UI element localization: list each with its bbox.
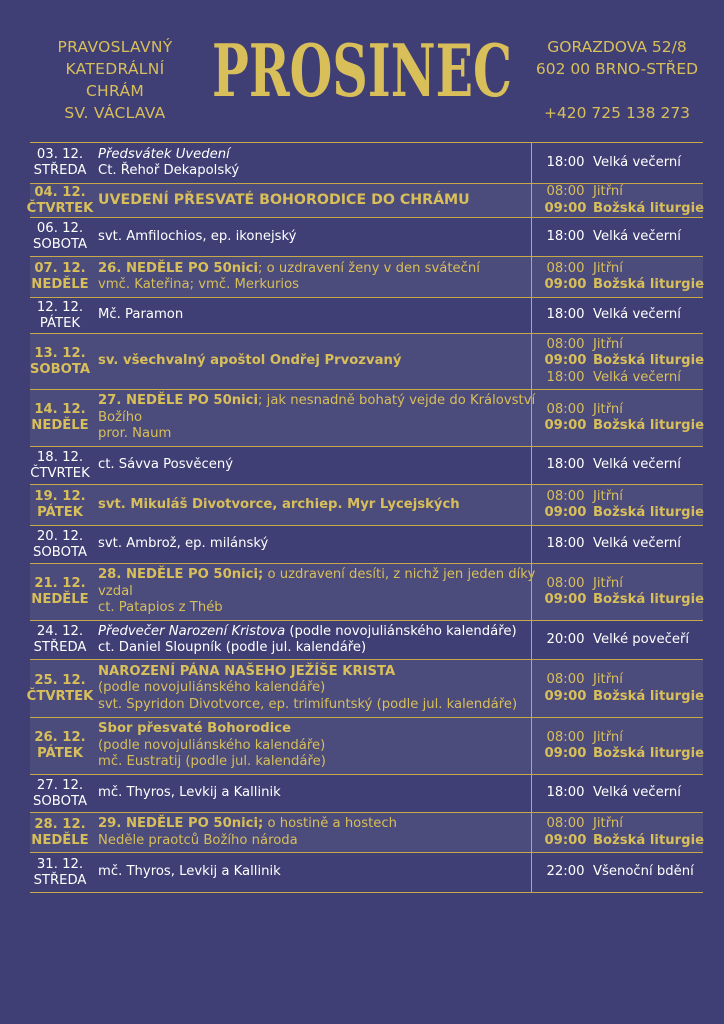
service-time: 18:00 xyxy=(546,228,585,244)
description-text: svt. Spyridon Divotvorce, ep. trimifuntský (podle jul. kalendáře) xyxy=(98,696,518,712)
service-name: Božská liturgie xyxy=(593,200,705,216)
date: 14. 12. xyxy=(34,402,86,417)
date: 24. 12. xyxy=(36,624,84,639)
description-text: (podle novojuliánského kalendáře) xyxy=(98,680,326,696)
service-name: Velká večerní xyxy=(593,154,681,170)
description-cell xyxy=(90,718,531,774)
description-text: ct. Daniel Sloupník (podle jul. kalendáře) xyxy=(98,640,367,655)
description-text: ct. Patapios z Théb xyxy=(98,600,223,616)
church-line: SV. VÁCLAVA xyxy=(64,104,166,122)
schedule-row xyxy=(30,390,703,447)
service-entry xyxy=(542,833,704,850)
service-time: 09:00 xyxy=(544,353,587,369)
description-text: UVEDENÍ PŘESVATÉ BOHORODICE DO CHRÁMU xyxy=(98,191,470,208)
address-line: GORAZDOVA 52/8 xyxy=(547,38,687,56)
description-text: mč. Eustratij (podle jul. kalendáře) xyxy=(98,754,326,770)
services-cell xyxy=(531,257,704,297)
description-text: vzdal xyxy=(98,583,133,599)
description-text: Předsvátek Uvedení xyxy=(98,146,230,162)
description-text: o hostině a hostech xyxy=(263,816,398,831)
description-line xyxy=(98,816,523,833)
service-time: 08:00 xyxy=(546,672,585,687)
schedule-table xyxy=(26,142,705,893)
service-time: 18:00 xyxy=(546,307,585,323)
service-time: 08:00 xyxy=(546,336,585,352)
weekday: NEDĚLE xyxy=(31,592,89,607)
services-cell xyxy=(531,813,704,852)
description-text: ; jak nesnadně bohatý vejde do Království xyxy=(258,393,536,409)
service-name: Jitřní xyxy=(593,401,623,417)
schedule-row xyxy=(30,564,703,621)
services-cell xyxy=(531,298,703,333)
description-cell xyxy=(90,775,531,812)
description-line xyxy=(98,393,536,410)
description-line xyxy=(98,163,523,180)
description-cell xyxy=(90,526,531,563)
schedule-row xyxy=(30,218,703,257)
service-time: 18:00 xyxy=(546,369,585,385)
service-name: Velká večerní xyxy=(593,369,681,385)
weekday: PÁTEK xyxy=(37,746,83,761)
date: 06. 12. xyxy=(36,221,84,236)
service-entry xyxy=(542,689,704,706)
date: 18. 12. xyxy=(36,449,84,465)
services-cell xyxy=(531,390,704,446)
description-cell xyxy=(90,334,531,389)
service-time: 08:00 xyxy=(546,575,585,591)
service-time: 08:00 xyxy=(546,488,585,504)
description-line xyxy=(98,584,523,601)
description-cell xyxy=(90,390,536,446)
date-cell xyxy=(30,143,90,183)
service-time: 18:00 xyxy=(546,457,585,473)
description-line xyxy=(98,600,523,617)
services-cell xyxy=(531,334,704,389)
services-cell xyxy=(531,143,703,183)
service-time: 20:00 xyxy=(546,631,585,647)
service-name: Božská liturgie xyxy=(593,505,705,520)
description-text: ; o uzdravení ženy v den sváteční xyxy=(258,260,480,276)
description-line xyxy=(98,307,523,324)
service-entry xyxy=(542,536,703,553)
description-text: Sbor přesvaté Bohorodice xyxy=(98,721,292,737)
weekday: NEDĚLE xyxy=(31,418,89,433)
weekday: ČTVRTEK xyxy=(26,200,94,216)
service-entry xyxy=(542,155,703,172)
description-line xyxy=(98,680,523,697)
description-text: (podle novojuliánského kalendáře) xyxy=(285,623,517,639)
weekday: SOBOTA xyxy=(33,237,87,252)
description-text: 29. NEDĚLE PO 50nici; xyxy=(98,816,264,831)
service-name: Jitřní xyxy=(593,260,623,276)
service-time: 22:00 xyxy=(546,864,585,880)
description-cell xyxy=(90,257,531,297)
description-text: sv. všechvalný apoštol Ondřej Prvozvaný xyxy=(98,353,402,369)
weekday: SOBOTA xyxy=(29,361,91,377)
description-line xyxy=(98,426,523,443)
description-line xyxy=(98,192,523,210)
weekday: SOBOTA xyxy=(33,793,87,809)
services-cell xyxy=(531,853,703,892)
service-time: 09:00 xyxy=(544,277,587,292)
description-line xyxy=(98,664,523,681)
church-line: CHRÁM xyxy=(85,82,145,100)
service-time: 09:00 xyxy=(544,418,587,433)
service-name: Velké povečeří xyxy=(593,631,690,647)
service-time: 09:00 xyxy=(544,200,587,216)
description-text: mč. Thyros, Levkij a Kallinik xyxy=(98,864,281,880)
date-cell xyxy=(30,485,90,525)
service-name: Božská liturgie xyxy=(593,353,705,369)
date-cell xyxy=(30,257,90,297)
description-cell xyxy=(90,447,531,484)
phone-number: +420 725 138 273 xyxy=(543,104,691,122)
date-cell xyxy=(30,718,90,774)
description-text: 27. NEDĚLE PO 50nici xyxy=(98,393,259,409)
date: 13. 12. xyxy=(34,345,86,361)
service-name: Jitřní xyxy=(593,184,623,199)
description-cell xyxy=(90,143,531,183)
schedule-row xyxy=(30,775,703,813)
service-entry xyxy=(542,632,703,649)
schedule-row xyxy=(30,485,703,526)
date-cell xyxy=(26,660,94,717)
description-cell xyxy=(90,621,531,659)
date: 26. 12. xyxy=(34,730,86,745)
service-entry xyxy=(542,730,704,747)
service-name: Velká večerní xyxy=(593,228,681,244)
service-entry xyxy=(542,337,704,354)
weekday: STŘEDA xyxy=(33,872,87,888)
church-name xyxy=(40,36,190,124)
description-line xyxy=(98,229,523,246)
weekday: PÁTEK xyxy=(39,315,81,331)
service-entry xyxy=(542,746,704,763)
church-line: PRAVOSLAVNÝ xyxy=(57,38,173,56)
service-entry xyxy=(542,418,704,435)
description-text: Božího xyxy=(98,409,143,425)
description-text: mč. Thyros, Levkij a Kallinik xyxy=(98,785,281,801)
description-text: Předvečer Narození Kristova xyxy=(98,623,286,639)
description-text: o uzdravení desíti, z nichž jen jeden díky xyxy=(263,567,536,583)
service-time: 18:00 xyxy=(546,785,585,801)
service-name: Velká večerní xyxy=(593,457,681,473)
description-line xyxy=(98,410,523,427)
service-time: 08:00 xyxy=(546,260,585,276)
description-line xyxy=(98,721,523,738)
description-line xyxy=(98,567,536,584)
schedule-row xyxy=(30,853,703,893)
weekday: NEDĚLE xyxy=(31,277,89,292)
description-text: Mč. Paramon xyxy=(98,307,184,323)
weekday: PÁTEK xyxy=(37,505,83,520)
description-line xyxy=(98,864,523,881)
service-name: Jitřní xyxy=(593,575,623,591)
weekday: ČTVRTEK xyxy=(30,465,90,481)
service-entry xyxy=(542,277,704,294)
date-cell xyxy=(30,390,90,446)
service-entry xyxy=(542,402,704,419)
description-text: svt. Amfilochios, ep. ikonejský xyxy=(98,228,297,244)
service-entry xyxy=(542,576,704,593)
date-cell xyxy=(30,218,90,256)
service-name: Velká večerní xyxy=(593,785,681,801)
service-entry xyxy=(542,489,704,506)
month-title xyxy=(202,28,522,128)
weekday: ČTVRTEK xyxy=(26,688,94,704)
description-line xyxy=(98,754,523,771)
service-entry xyxy=(542,457,703,474)
service-time: 09:00 xyxy=(544,832,587,848)
description-line xyxy=(98,785,523,802)
date-cell xyxy=(30,564,90,620)
services-cell xyxy=(531,621,703,659)
date: 21. 12. xyxy=(34,576,86,591)
service-entry xyxy=(542,184,704,201)
service-entry xyxy=(542,261,704,278)
description-text: pror. Naum xyxy=(98,426,172,442)
description-cell xyxy=(90,218,531,256)
date-cell xyxy=(26,184,94,217)
service-entry xyxy=(542,785,703,802)
service-entry xyxy=(542,201,704,218)
service-entry xyxy=(542,592,704,609)
description-cell xyxy=(90,564,536,620)
description-text: svt. Ambrož, ep. milánský xyxy=(98,536,269,552)
description-line xyxy=(98,353,523,370)
service-time: 08:00 xyxy=(546,816,585,831)
services-cell xyxy=(531,485,704,525)
address-line: 602 00 BRNO-STŘED xyxy=(535,60,699,78)
description-text: (podle novojuliánského kalendáře) xyxy=(98,737,326,753)
description-line xyxy=(98,738,523,755)
date-cell xyxy=(30,775,90,812)
date: 07. 12. xyxy=(34,261,86,276)
schedule-row xyxy=(30,718,703,775)
service-time: 18:00 xyxy=(546,536,585,552)
date-cell xyxy=(30,853,90,892)
date: 27. 12. xyxy=(36,777,84,793)
service-entry xyxy=(542,370,704,387)
contact-info xyxy=(522,36,712,124)
service-name: Božská liturgie xyxy=(593,832,705,848)
description-line xyxy=(98,697,523,714)
service-time: 09:00 xyxy=(544,688,587,704)
service-time: 09:00 xyxy=(544,746,587,761)
service-time: 08:00 xyxy=(546,184,585,199)
description-text: ct. Sávva Posvěcený xyxy=(98,457,234,473)
date: 03. 12. xyxy=(36,147,84,162)
service-entry xyxy=(542,307,703,324)
description-line xyxy=(98,261,523,278)
service-name: Velká večerní xyxy=(593,536,681,552)
description-text: 28. NEDĚLE PO 50nici; xyxy=(98,567,264,583)
schedule-row xyxy=(30,447,703,485)
description-text: 26. NEDĚLE PO 50nici xyxy=(98,260,259,276)
date-cell xyxy=(30,621,90,659)
schedule-row xyxy=(30,334,703,390)
description-text: vmč. Kateřina; vmč. Merkurios xyxy=(98,277,300,292)
services-cell xyxy=(531,447,703,484)
services-cell xyxy=(531,218,703,256)
services-cell xyxy=(531,184,704,217)
description-text: Neděle praotců Božího národa xyxy=(98,832,298,848)
schedule-row xyxy=(30,621,703,660)
service-name: Jitřní xyxy=(593,336,623,352)
description-cell xyxy=(90,184,531,217)
date-cell xyxy=(30,526,90,563)
service-name: Jitřní xyxy=(593,672,623,687)
weekday: STŘEDA xyxy=(33,163,87,178)
service-time: 18:00 xyxy=(546,154,585,170)
services-cell xyxy=(531,564,704,620)
date-cell xyxy=(30,298,90,333)
description-text: NAROZENÍ PÁNA NAŠEHO JEŽÍŠE KRISTA xyxy=(98,663,396,679)
date: 25. 12. xyxy=(34,672,86,688)
schedule-row xyxy=(30,813,703,853)
service-name: Božská liturgie xyxy=(593,746,705,761)
description-line xyxy=(98,536,523,553)
service-name: Jitřní xyxy=(593,729,623,745)
description-text: Ct. Řehoř Dekapolský xyxy=(98,163,240,178)
service-entry xyxy=(542,864,703,881)
date: 04. 12. xyxy=(34,184,86,200)
service-entry xyxy=(542,816,704,833)
service-name: Všenoční bdění xyxy=(593,864,694,880)
description-cell xyxy=(90,660,531,717)
description-line xyxy=(98,147,523,164)
service-entry xyxy=(542,229,703,246)
schedule-row xyxy=(30,526,703,564)
service-time: 08:00 xyxy=(546,401,585,417)
services-cell xyxy=(531,775,703,812)
date: 19. 12. xyxy=(34,489,86,504)
schedule-row xyxy=(30,257,703,298)
service-entry xyxy=(542,505,704,522)
services-cell xyxy=(531,660,704,717)
description-cell xyxy=(90,853,531,892)
schedule-row xyxy=(30,298,703,334)
services-cell xyxy=(531,718,704,774)
description-line xyxy=(98,457,523,474)
service-name: Božská liturgie xyxy=(593,688,705,704)
date: 20. 12. xyxy=(36,528,84,544)
services-cell xyxy=(531,526,703,563)
service-time: 09:00 xyxy=(544,505,587,520)
service-name: Božská liturgie xyxy=(593,592,705,607)
church-line: KATEDRÁLNÍ xyxy=(65,60,165,78)
description-line xyxy=(98,833,523,850)
service-name: Božská liturgie xyxy=(593,418,705,433)
date-cell xyxy=(30,447,90,484)
service-time: 08:00 xyxy=(546,729,585,745)
description-cell xyxy=(90,485,531,525)
date: 12. 12. xyxy=(36,299,84,315)
weekday: STŘEDA xyxy=(33,640,87,655)
month-text: PROSINEC xyxy=(212,28,512,113)
date: 31. 12. xyxy=(36,856,84,872)
schedule-row xyxy=(26,184,705,218)
date-cell xyxy=(30,813,90,852)
weekday: SOBOTA xyxy=(33,544,87,560)
schedule-row xyxy=(26,660,705,718)
service-name: Jitřní xyxy=(593,816,623,831)
service-name: Jitřní xyxy=(593,488,623,504)
service-time: 09:00 xyxy=(544,592,587,607)
description-text: svt. Mikuláš Divotvorce, archiep. Myr Lycejských xyxy=(98,496,460,512)
date: 28. 12. xyxy=(34,816,86,832)
weekday: NEDĚLE xyxy=(31,832,89,848)
description-line xyxy=(98,640,523,657)
service-name: Velká večerní xyxy=(593,307,681,323)
service-name: Božská liturgie xyxy=(593,277,705,292)
service-entry xyxy=(542,672,704,689)
description-line xyxy=(98,497,523,514)
date-cell xyxy=(30,334,90,389)
service-entry xyxy=(542,353,704,370)
header xyxy=(0,0,724,142)
description-cell xyxy=(90,813,531,852)
description-line xyxy=(98,624,523,641)
description-line xyxy=(98,277,523,294)
description-cell xyxy=(90,298,531,333)
schedule-row xyxy=(30,143,703,184)
